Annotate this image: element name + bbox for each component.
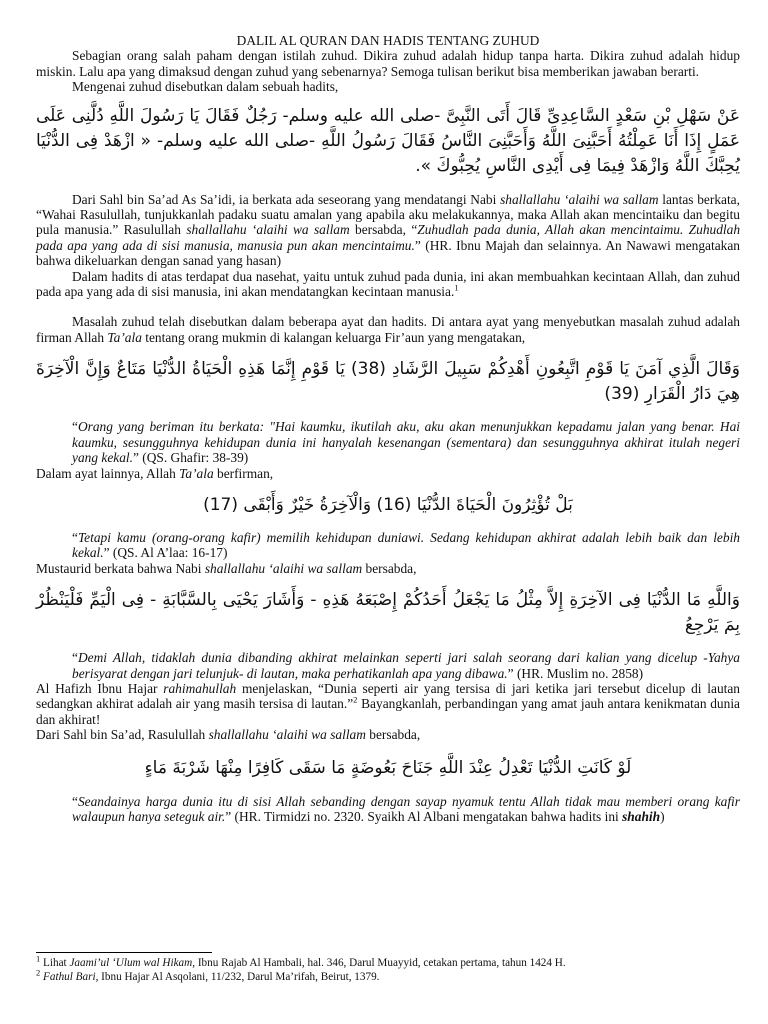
- hadith-1-explanation: Dalam hadits di atas terdapat dua nasehat, yaitu untuk zuhud pada dunia, ini akan membuahkan kecintaan Allah, dan zuhud pada apa yang ada di sisi manusia, ini akan mendatangkan kecintaan manusia.$^1$: [36, 268, 740, 300]
- hadith-3-arabic: لَوْ كَانَتِ الدُّنْيَا تَعْدِلُ عِنْدَ اللَّهِ جَنَاحَ بَعُوضَةٍ مَا سَقَى كَافِرًا مِنْهَا شَرْبَةَ مَاءٍ: [144, 757, 632, 778]
- intro-hadith-lead: Mengenai zuhud disebutkan dalam sebuah hadits,: [72, 79, 339, 95]
- ibnu-hajar-comment: Al Hafizh Ibnu Hajar rahimahullah menjelaskan, “Dunia seperti air yang tersisa di jari ketika jari tersebut dicelup di lautan sedangkan akhirat adalah air yang masih tersisa di lautan.”$^2$ Bayangkanlah, perbandingan yang amat jauh antara kenikmatan dunia dan akhirat!: [36, 680, 740, 727]
- intro-paragraph: Sebagian orang salah paham dengan istilah zuhud. Dikira zuhud adalah hidup tanpa harta. Dikira zuhud adalah hidup miskin. Lalu apa yang dimaksud dengan zuhud yang sebenarnya? Semoga tulisan berikut bisa memberikan jawaban berarti.: [36, 48, 740, 79]
- section-2-paragraph: Masalah zuhud telah disebutkan dalam beberapa ayat dan hadits. Di antara ayat yang menyebutkan masalah zuhud adalah firman Allah Ta’ala tentang orang mukmin di kalangan keluarga Fir’aun yang mengatakan,: [36, 314, 740, 345]
- footnote-separator: [36, 952, 212, 953]
- footnote-1: $^1$ Lihat Jaami’ul ‘Ulum wal Hikam, Ibnu Rajab Al Hambali, hal. 346, Darul Muayyid, cetakan pertama, tahun 1424 H.: [36, 953, 566, 969]
- footnote-ref-2: 2: [353, 694, 358, 705]
- hadith-2-lead: Mustaurid berkata bahwa Nabi shallallahu ‘alaihi wa sallam bersabda,: [36, 560, 417, 576]
- verse-alala-translation: “Tetapi kamu (orang-orang kafir) memilih kehidupan duniawi. Sedang kehidupan akhirat adalah lebih baik dan lebih kekal.” (QS. Al A’laa: 16-17): [72, 529, 740, 561]
- verse-ghafir-translation: “Orang yang beriman itu berkata: "Hai kaumku, ikutilah aku, aku akan menunjukkan kepadamu jalan yang benar. Hai kaumku, sesungguhnya kehidupan dunia ini hanyalah kesenangan (sementara) dan sesungguhnya akhirat itulah negeri yang kekal.” (QS. Ghafir: 38-39): [72, 419, 740, 466]
- footnote-2: $^2$ Fathul Bari, Ibnu Hajar Al Asqolani, 11/232, Darul Ma’rifah, Beirut, 1379.: [36, 967, 380, 983]
- verse-ghafir-arabic: وَقَالَ الَّذِي آمَنَ يَا قَوْمِ اتَّبِعُونِ أَهْدِكُمْ سَبِيلَ الرَّشَادِ (38) يَا قَوْمِ إِنَّمَا هَذِهِ الْحَيَاةُ الدُّنْيَا مَتَاعٌ وَإِنَّ الْآخِرَةَ هِيَ دَارُ الْقَرَارِ (39): [36, 359, 740, 405]
- hadith-1-arabic: عَنْ سَهْلِ بْنِ سَعْدٍ السَّاعِدِىِّ قَالَ أَتَى النَّبِىَّ -صلى الله عليه وسلم- رَجُلٌ فَقَالَ يَا رَسُولَ اللَّهِ دُلَّنِى عَلَى عَمَلٍ إِذَا أَنَا عَمِلْتُهُ أَحَبَّنِىَ اللَّهُ وَأَحَبَّنِىَ النَّاسُ فَقَالَ رَسُولُ اللَّهِ -صلى الله عليه وسلم- « ازْهَدْ فِى الدُّنْيَا يُحِبَّكَ اللَّهُ وَازْهَدْ فِيمَا فِى أَيْدِى النَّاسِ يُحِبُّوكَ ».: [36, 105, 740, 176]
- footnotes: [36, 953, 740, 984]
- hadith-3-lead: Dari Sahl bin Sa’ad, Rasulullah shallallahu ‘alaihi wa sallam bersabda,: [36, 727, 421, 743]
- hadith-1-translation: Dari Sahl bin Sa’ad As Sa’idi, ia berkata ada seseorang yang mendatangi Nabi shallallahu ‘alaihi wa sallam lantas berkata, “Wahai Rasulullah, tunjukkanlah padaku suatu amalan yang apabila aku melakukannya, maka Allah akan mencintaiku dan begitu pula manusia.” Rasulullah shallallahu ‘alaihi wa sallam bersabda, “Zuhudlah pada dunia, Allah akan mencintaimu. Zuhudlah pada apa yang ada di sisi manusia, manusia pun akan mencintaimu.” (HR. Ibnu Majah dan selainnya. An Nawawi mengatakan bahwa dikeluarkan dengan sanad yang hasan): [36, 191, 741, 269]
- footnote-ref-1: 1: [454, 282, 459, 293]
- hadith-2-translation: “Demi Allah, tidaklah dunia dibanding akhirat melainkan seperti jari salah seorang dari kalian yang dicelup -Yahya berisyarat dengan jari telunjuk- di lautan, maka perhatikanlah apa yang dibawa.” (HR. Muslim no. 2858): [72, 650, 740, 681]
- hadith-3-translation: “Seandainya harga dunia itu di sisi Allah sebanding dengan sayap nyamuk tentu Allah tidak mau memberi orang kafir walaupun hanya seteguk air.” (HR. Tirmidzi no. 2320. Syaikh Al Albani mengatakan bahwa hadits ini shahih): [72, 793, 740, 824]
- document-page: [36, 33, 740, 824]
- verse-2-lead: Dalam ayat lainnya, Allah Ta’ala berfirman,: [36, 465, 274, 481]
- document-title: DALIL AL QURAN DAN HADIS TENTANG ZUHUD: [236, 33, 540, 48]
- hadith-2-arabic: وَاللَّهِ مَا الدُّنْيَا فِى الآخِرَةِ إِلاَّ مِثْلُ مَا يَجْعَلُ أَحَدُكُمْ إِصْبَعَهُ هَذِهِ - وَأَشَارَ يَحْيَى بِالسَّبَّابَةِ - فِى الْيَمِّ فَلْيَنْظُرْ بِمَ يَرْجِعُ: [36, 590, 740, 636]
- verse-alala-arabic: بَلْ تُؤْثِرُونَ الْحَيَاةَ الدُّنْيَا (16) وَالْآخِرَةُ خَيْرٌ وَأَبْقَى (17): [203, 494, 573, 515]
